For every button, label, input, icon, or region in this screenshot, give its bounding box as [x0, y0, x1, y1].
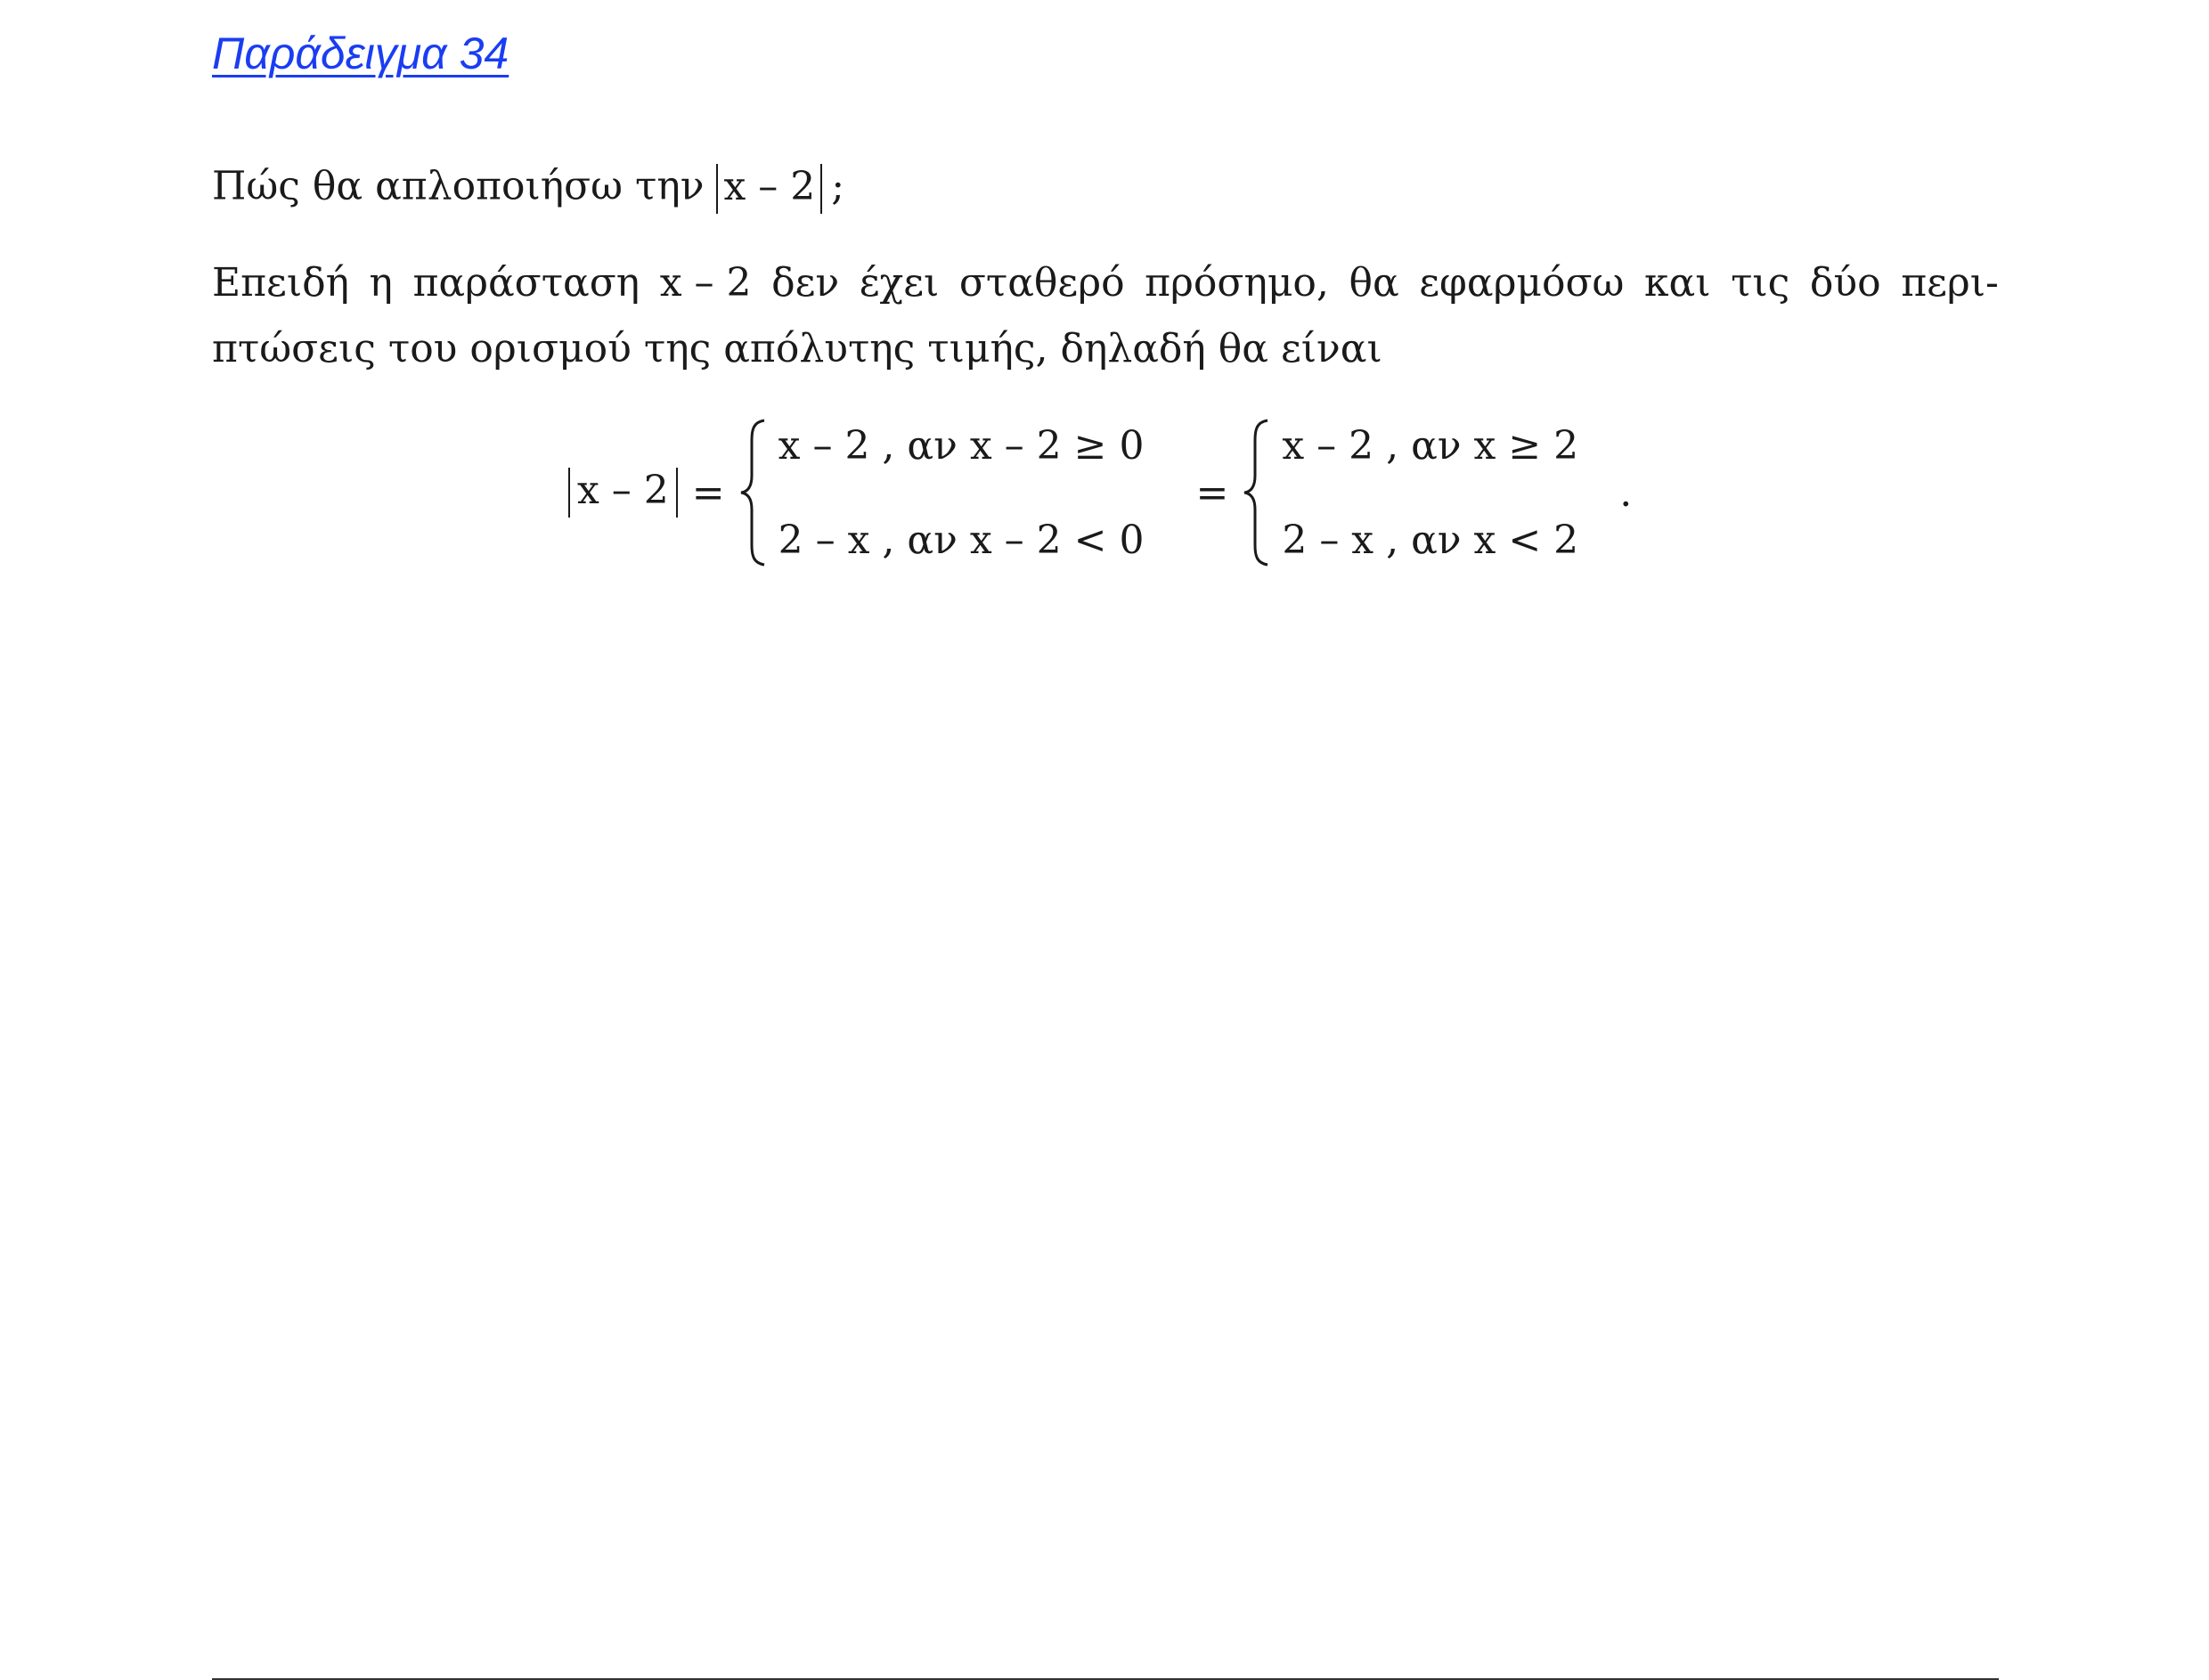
second-cases	[1282, 423, 1579, 563]
left-brace-icon	[738, 417, 768, 568]
equals-sign: =	[1195, 469, 1229, 516]
question-line	[212, 164, 844, 214]
example-heading[interactable]: Παράδειγμα 34	[212, 29, 509, 78]
case-row: 2 – x , αν x < 2	[1282, 518, 1579, 563]
word: η	[369, 260, 393, 306]
word: δεν	[771, 260, 840, 306]
equation-lhs	[568, 468, 678, 518]
explanation-line-1	[212, 260, 1999, 306]
equation-end-period: .	[1619, 469, 1633, 516]
word: τις	[1731, 260, 1790, 306]
word: σταθερό	[958, 260, 1125, 306]
piecewise-equation	[568, 417, 1632, 568]
case-row: 2 – x , αν x – 2 < 0	[778, 518, 1145, 563]
absolute-value-lhs: x – 2	[568, 468, 678, 518]
equals-sign: =	[691, 469, 725, 516]
word: περι-	[1901, 260, 1999, 306]
word: δύο	[1809, 260, 1881, 306]
word: θα	[1349, 260, 1399, 306]
first-cases	[778, 423, 1145, 563]
inline-expression: x – 2	[659, 260, 752, 306]
explanation-line-2: πτώσεις του ορισμού της απόλυτης τιμής, δηλαδή θα είναι	[212, 326, 1382, 371]
word: εφαρμόσω	[1419, 260, 1625, 306]
word: έχει	[859, 260, 940, 306]
word: Επειδή	[212, 260, 349, 306]
word: πρόσημο,	[1145, 260, 1329, 306]
left-brace-icon	[1241, 417, 1271, 568]
case-row: x – 2 , αν x ≥ 2	[1282, 423, 1579, 469]
word: παράσταση	[412, 260, 640, 306]
question-text: Πώς θα απλοποιήσω την	[212, 163, 705, 209]
question-mark: ;	[831, 163, 845, 209]
word: και	[1644, 260, 1711, 306]
case-row: x – 2 , αν x – 2 ≥ 0	[778, 423, 1145, 469]
absolute-value-expression: x – 2	[716, 164, 822, 214]
